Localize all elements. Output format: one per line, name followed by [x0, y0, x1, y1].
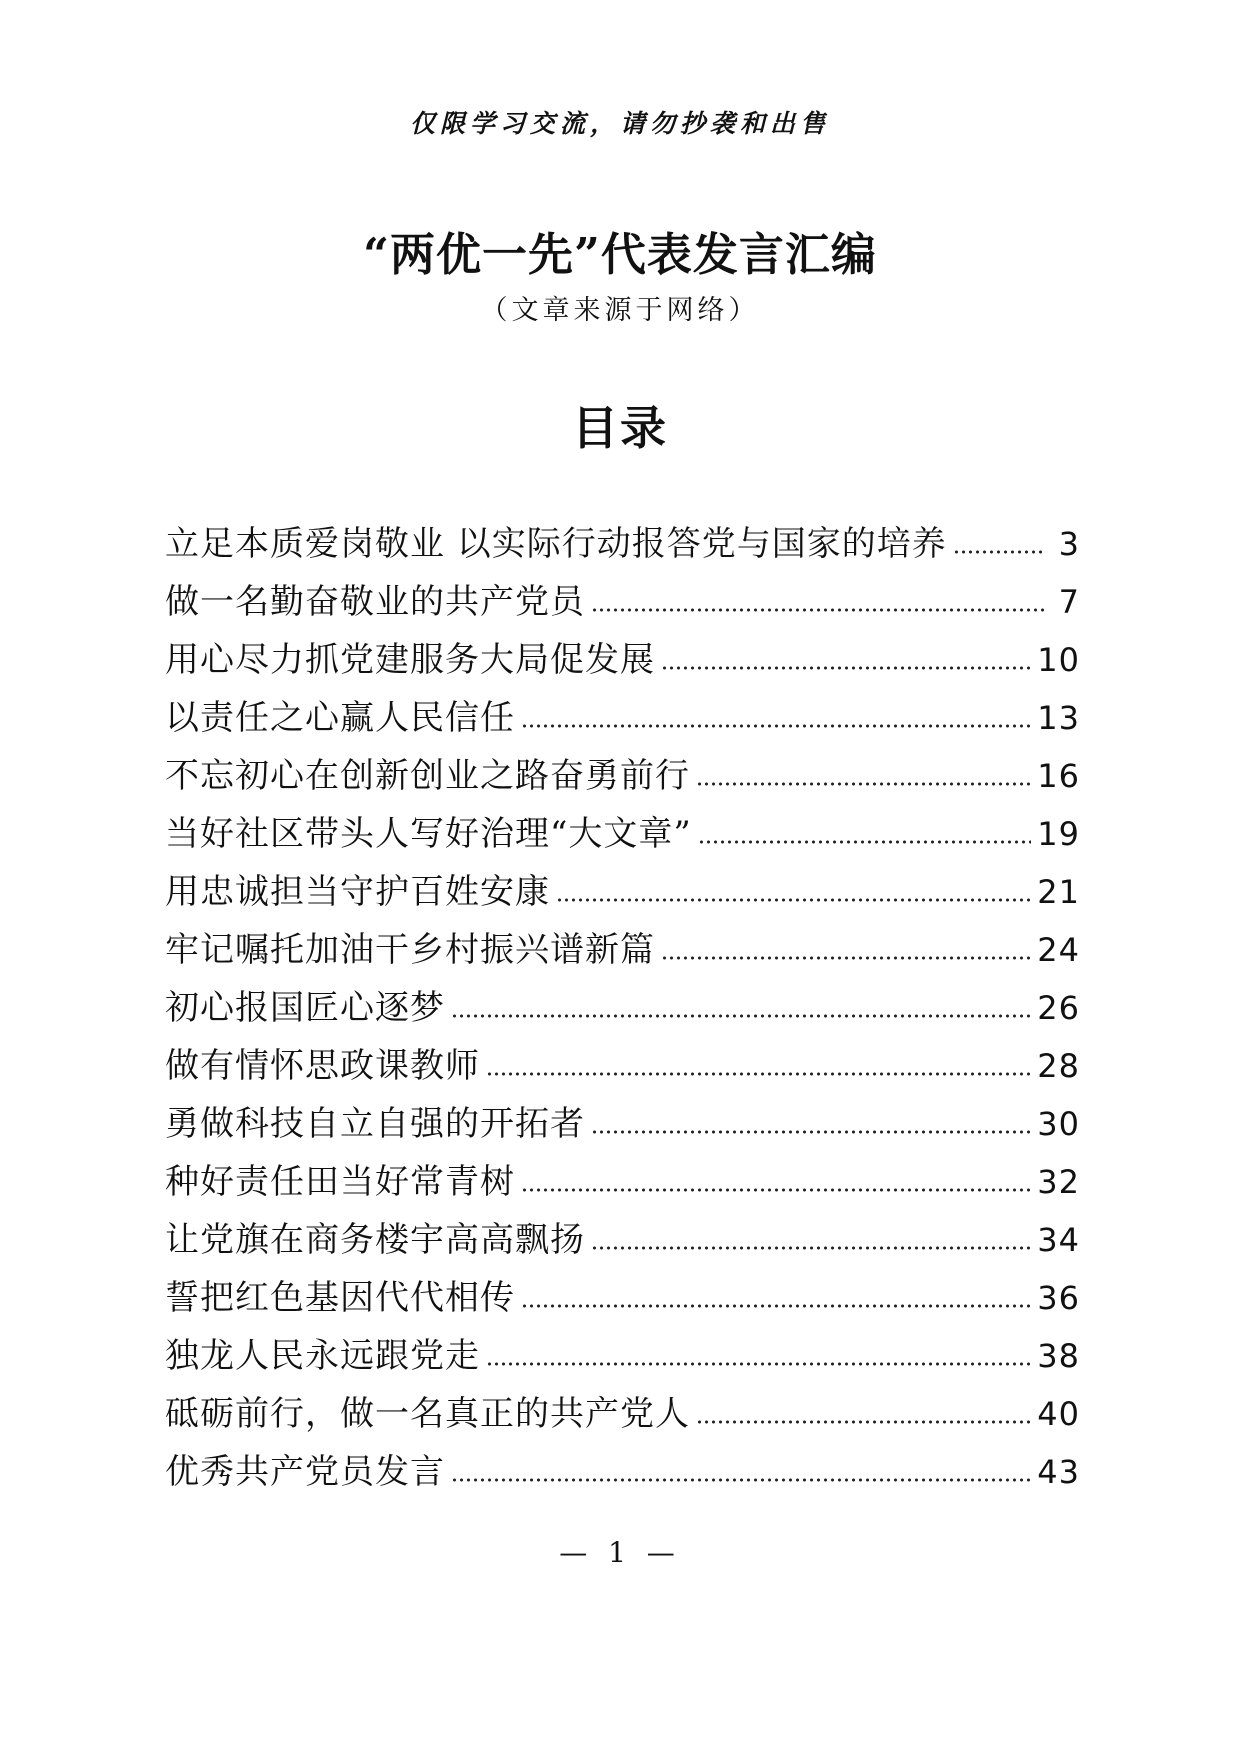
dot-leader [451, 1476, 1031, 1484]
dot-leader [591, 1244, 1031, 1252]
dot-leader [591, 606, 1044, 614]
toc-entry-title: 优秀共产党员发言 [165, 1452, 445, 1492]
toc-entry[interactable] [165, 1037, 1080, 1095]
toc-entry-title: 用心尽力抓党建服务大局促发展 [165, 640, 655, 680]
toc-heading: 目录 [572, 401, 668, 455]
toc-entry[interactable] [165, 863, 1080, 921]
dot-leader [521, 1186, 1031, 1194]
header-notice: 仅限学习交流，请勿抄袭和出售 [409, 109, 830, 138]
toc-entry[interactable] [165, 747, 1080, 805]
toc-entry[interactable] [165, 1211, 1080, 1269]
toc-entry-title: 独龙人民永远跟党走 [165, 1336, 480, 1376]
toc-entry[interactable] [165, 979, 1080, 1037]
page-number: — 1 — [559, 1536, 681, 1569]
toc-entry-title: 不忘初心在创新创业之路奋勇前行 [165, 756, 690, 796]
dot-leader [521, 722, 1031, 730]
toc-entry[interactable] [165, 1153, 1080, 1211]
toc-entry[interactable] [165, 921, 1080, 979]
toc-entry-title: 做有情怀思政课教师 [165, 1046, 480, 1086]
dot-leader [486, 1070, 1031, 1078]
toc-entry-title: 勇做科技自立自强的开拓者 [165, 1104, 585, 1144]
toc-entry-page: 36 [1037, 1279, 1080, 1317]
toc-entry-page: 24 [1037, 931, 1080, 969]
table-of-contents [165, 515, 1080, 1501]
dot-leader [451, 1012, 1031, 1020]
toc-entry[interactable] [165, 631, 1080, 689]
dot-leader [486, 1360, 1031, 1368]
toc-entry-page: 16 [1037, 757, 1080, 795]
toc-entry[interactable] [165, 1269, 1080, 1327]
toc-entry-title: 牢记嘱托加油干乡村振兴谱新篇 [165, 930, 655, 970]
toc-entry-page: 21 [1037, 873, 1080, 911]
toc-entry[interactable] [165, 515, 1080, 573]
dot-leader [591, 1128, 1031, 1136]
toc-entry[interactable] [165, 573, 1080, 631]
toc-entry-page: 13 [1037, 699, 1080, 737]
toc-entry-page: 43 [1037, 1453, 1080, 1491]
toc-entry-page: 38 [1037, 1337, 1080, 1375]
toc-entry-page: 26 [1037, 989, 1080, 1027]
toc-entry-title: 初心报国匠心逐梦 [165, 988, 445, 1028]
toc-entry[interactable] [165, 1385, 1080, 1443]
toc-entry-page: 19 [1037, 815, 1080, 853]
toc-entry-page: 7 [1058, 583, 1080, 621]
toc-entry-page: 28 [1037, 1047, 1080, 1085]
dot-leader [696, 780, 1031, 788]
dot-leader [521, 1302, 1031, 1310]
dot-leader [953, 548, 1044, 556]
toc-entry-title: 砥砺前行，做一名真正的共产党人 [165, 1394, 690, 1434]
toc-entry-page: 3 [1058, 525, 1080, 563]
toc-entry-title: 让党旗在商务楼宇高高飘扬 [165, 1220, 585, 1260]
toc-entry-page: 32 [1037, 1163, 1080, 1201]
dot-leader [696, 1418, 1031, 1426]
toc-entry[interactable] [165, 689, 1080, 747]
document-title: “两优一先”代表发言汇编 [363, 228, 877, 281]
dot-leader [556, 896, 1031, 904]
toc-entry-title: 以责任之心赢人民信任 [165, 698, 515, 738]
toc-entry-title: 种好责任田当好常青树 [165, 1162, 515, 1202]
toc-entry-title: 用忠诚担当守护百姓安康 [165, 872, 550, 912]
toc-entry-page: 10 [1037, 641, 1080, 679]
toc-entry-title: 立足本质爱岗敬业 以实际行动报答党与国家的培养 [165, 524, 947, 564]
toc-entry[interactable] [165, 1443, 1080, 1501]
toc-entry[interactable] [165, 1095, 1080, 1153]
dot-leader [661, 664, 1031, 672]
toc-entry[interactable] [165, 805, 1080, 863]
toc-entry-title: 做一名勤奋敬业的共产党员 [165, 582, 585, 622]
toc-entry-title: 当好社区带头人写好治理“大文章” [165, 814, 692, 854]
toc-entry[interactable] [165, 1327, 1080, 1385]
toc-entry-title: 誓把红色基因代代相传 [165, 1278, 515, 1318]
toc-entry-page: 40 [1037, 1395, 1080, 1433]
toc-entry-page: 30 [1037, 1105, 1080, 1143]
document-subtitle: （文章来源于网络） [480, 295, 760, 326]
dot-leader [661, 954, 1031, 962]
dot-leader [698, 838, 1032, 846]
toc-entry-page: 34 [1037, 1221, 1080, 1259]
